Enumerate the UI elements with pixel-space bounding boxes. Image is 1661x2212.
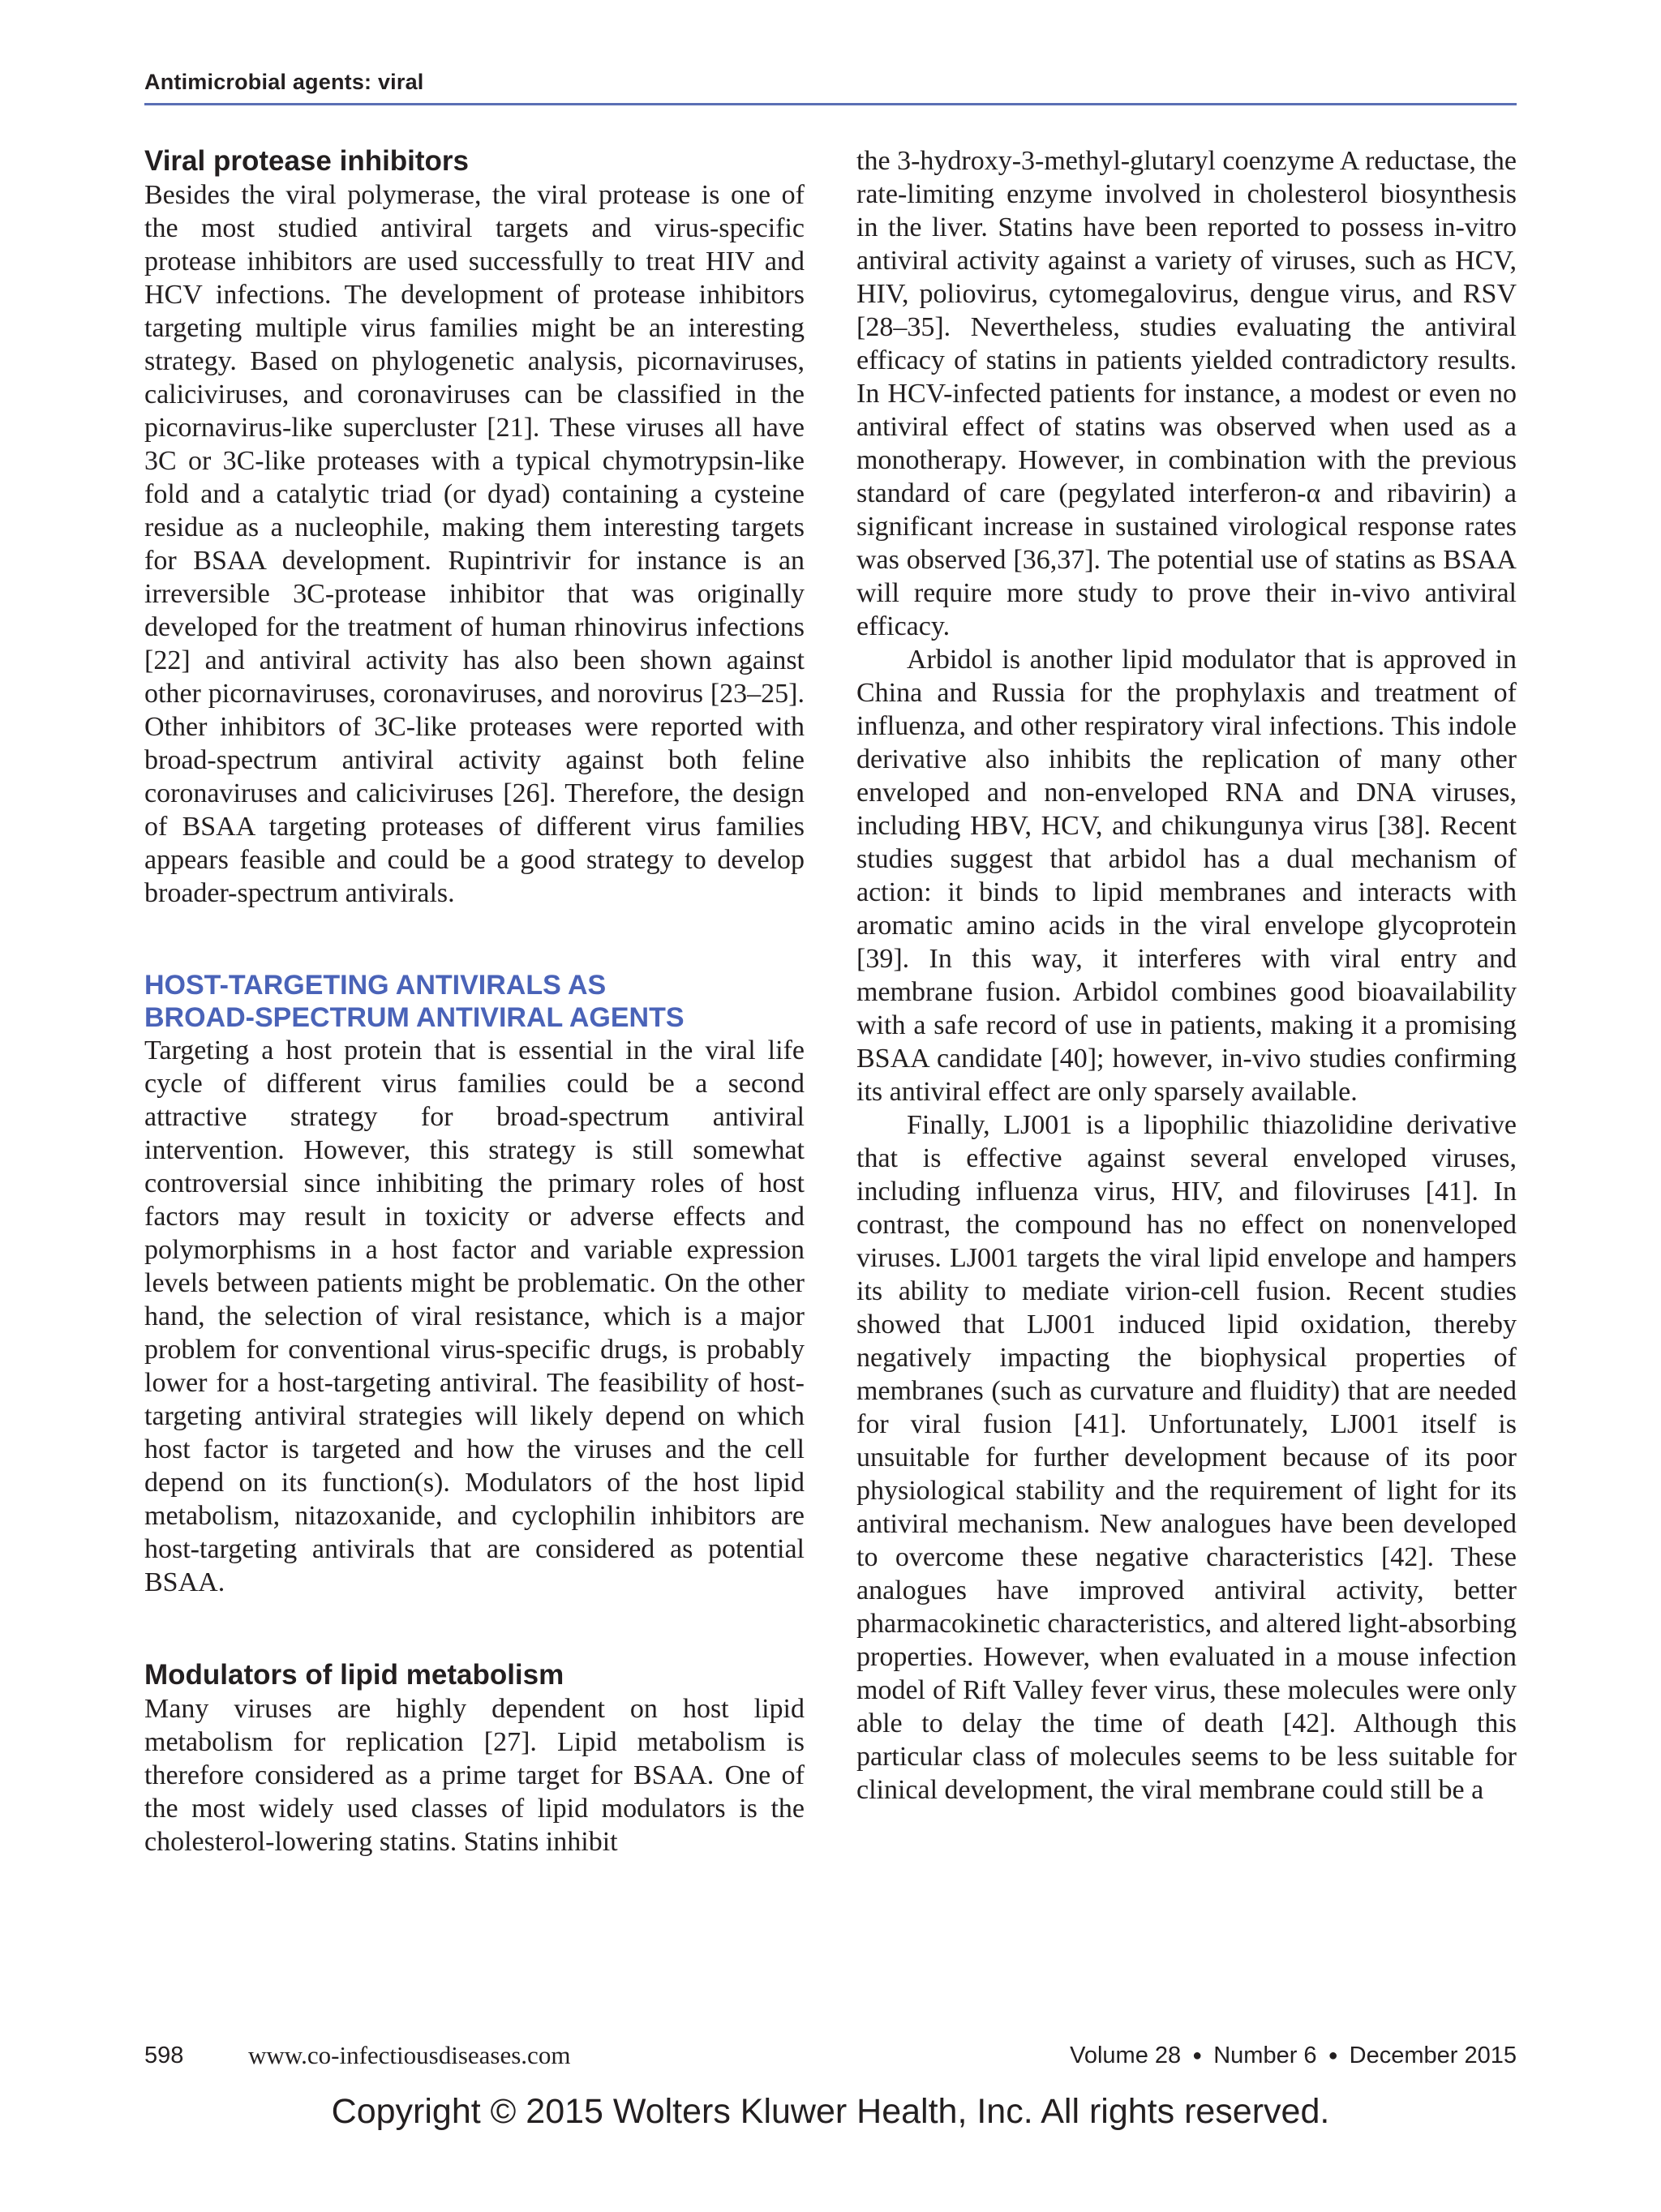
arbidol-paragraph: Arbidol is another lipid modulator that is approved in China and Russia for the prophylaxis and treatment of influenza, and other respiratory viral infections. This indole derivative also inhibits the replication of many other enveloped and non-enveloped RNA and DNA viruses, including HBV, HCV, and chikungunya virus [38]. Recent studies suggest that arbidol has a dual mechanism of action: it binds to lipid membranes and interacts with aromatic amino acids in the viral envelope glycoprotein [39]. In this way, it interferes with viral entry and membrane fusion. Arbidol combines good bioavailability with a safe record of use in patients, making it a promising BSAA candidate [40]; however, in-vivo studies confirming its antiviral effect are only sparsely available. xyxy=(856,645,1517,1107)
right-column xyxy=(856,144,1517,1807)
volume-label: Volume 28 xyxy=(1070,2043,1182,2068)
protease-heading: Viral protease inhibitors xyxy=(144,145,470,177)
statins-paragraph: the 3-hydroxy-3-methyl-glutaryl coenzyme A reductase, the rate-limiting enzyme involved in cholesterol biosynthesis in the liver. Statins have been reported to possess in-vitro antiviral activity against a variety of viruses, such as HCV, HIV, poliovirus, cytomegalovirus, dengue virus, and RSV [28–35]. Nevertheless, studies evaluating the antiviral efficacy of statins in patients yielded contradictory results. In HCV-infected patients for instance, a modest or even no antiviral effect of statins was observed when used as a monotherapy. However, in combination with the previous standard of care (pegylated interferon-α and ribavirin) a significant increase in sustained virological response rates was observed [36,37]. The potential use of statins as BSAA will require more study to prove their in-vivo antiviral efficacy. xyxy=(856,146,1517,641)
number-label: Number 6 xyxy=(1213,2043,1317,2068)
host-targeting-heading xyxy=(144,969,805,1034)
protease-paragraph: Besides the viral polymerase, the viral protease is one of the most studied antiviral targets and virus-specific protease inhibitors are used successfully to treat HIV and HCV infections. The development of protease inhibitors targeting multiple virus families might be an interesting strategy. Based on phylogenetic analysis, picornaviruses, caliciviruses, and coronaviruses can be classified in the picornavirus-like supercluster [21]. These viruses all have 3C or 3C-like proteases with a typical chymotrypsin-like fold and a catalytic triad (or dyad) containing a cysteine residue as a nucleophile, making them interesting targets for BSAA development. Rupintrivir for instance is an irreversible 3C-protease inhibitor that was originally developed for the treatment of human rhinovirus infections [22] and antiviral activity has also been shown against other picornaviruses, coronaviruses, and norovirus [23–25]. Other inhibitors of 3C-like proteases were reported with broad-spectrum antiviral activity against both feline coronaviruses and caliciviruses [26]. Therefore, the design of BSAA targeting proteases of different virus families appears feasible and could be a good strategy to develop broader-spectrum antivirals. xyxy=(144,180,805,908)
lj001-paragraph: Finally, LJ001 is a lipophilic thiazolidine derivative that is effective against several enveloped viruses, including influenza virus, HIV, and filoviruses [41]. In contrast, the compound has no effect on nonenveloped viruses. LJ001 targets the viral lipid envelope and hampers its ability to mediate virion-cell fusion. Recent studies showed that LJ001 induced lipid oxidation, thereby negatively impacting the biophysical properties of membranes (such as curvature and fluidity) that are needed for viral fusion [41]. Unfortunately, LJ001 itself is unsuitable for further development because of its poor physiological stability and the requirement of light for its antiviral mechanism. New analogues have been developed to overcome these negative characteristics [42]. These analogues have improved antiviral activity, better pharmacokinetic characteristics, and altered light-absorbing properties. However, when evaluated in a mouse infection model of Rift Valley fever virus, these molecules were only able to delay the time of death [42]. Although this particular class of molecules seems to be less suitable for clinical development, the viral membrane could still be a xyxy=(856,1110,1517,1805)
header-rule xyxy=(144,103,1517,105)
bullet-separator: ● xyxy=(1192,2047,1203,2064)
page-number: 598 xyxy=(144,2043,184,2068)
copyright-notice: Copyright © 2015 Wolters Kluwer Health, Inc. All rights reserved. xyxy=(331,2092,1330,2131)
date-label: December 2015 xyxy=(1349,2043,1517,2068)
lipid-paragraph: Many viruses are highly dependent on host lipid metabolism for replication [27]. Lipid metabolism is therefore considered as a prime target for BSAA. One of the most widely used classes of lipid modulators is the cholesterol-lowering statins. Statins inhibit xyxy=(144,1694,805,1857)
lipid-heading: Modulators of lipid metabolism xyxy=(144,1659,564,1691)
host-heading-line2: BROAD-SPECTRUM ANTIVIRAL AGENTS xyxy=(144,1002,685,1033)
left-column xyxy=(144,144,805,1858)
host-heading-line1: HOST-TARGETING ANTIVIRALS AS xyxy=(144,970,607,1001)
journal-url[interactable]: www.co-infectiousdiseases.com xyxy=(248,2041,571,2069)
issue-info xyxy=(1070,2043,1517,2069)
host-targeting-paragraph: Targeting a host protein that is essential in the viral life cycle of different virus families could be a second attractive strategy for broad-spectrum antiviral intervention. However, this strategy is still somewhat controversial since inhibiting the primary roles of host factors may result in toxicity or adverse effects and polymorphisms in a host factor and variable expression levels between patients might be problematic. On the other hand, the selection of viral resistance, which is a major problem for conventional virus-specific drugs, is probably lower for a host-targeting antiviral. The feasibility of host-targeting antiviral strategies will likely depend on which host factor is targeted and how the viruses and the cell depend on its function(s). Modulators of the host lipid metabolism, nitazoxanide, and cyclophilin inhibitors are host-targeting antivirals that are considered as potential BSAA. xyxy=(144,1035,805,1597)
bullet-separator: ● xyxy=(1328,2047,1338,2064)
running-head: Antimicrobial agents: viral xyxy=(144,70,424,94)
